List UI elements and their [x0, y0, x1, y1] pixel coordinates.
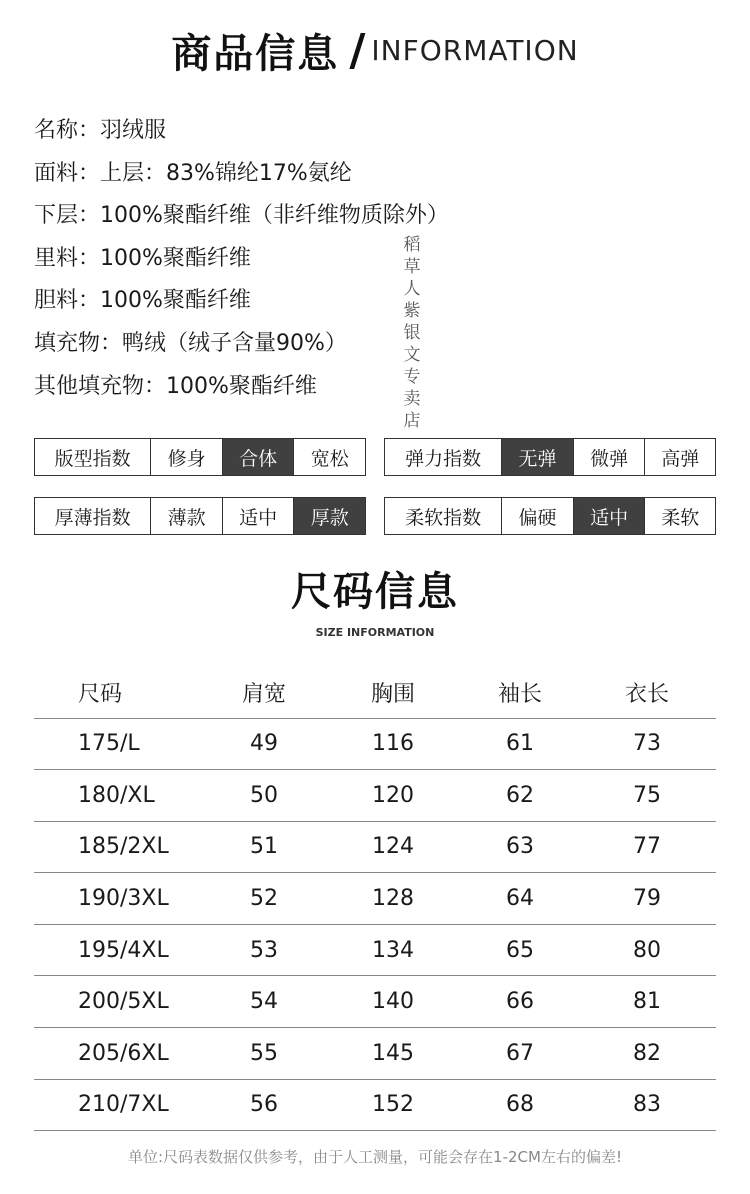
cell-size: 180/XL: [34, 770, 204, 822]
thickness-option-thick: 厚款: [293, 498, 365, 534]
elasticity-option-high: 高弹: [644, 439, 715, 475]
table-row: [34, 1028, 716, 1080]
softness-option-firm: 偏硬: [501, 498, 573, 534]
cell-length: 79: [578, 873, 716, 925]
measurement-footnote: 单位:尺码表数据仅供参考，由于人工测量，可能会存在1-2CM左右的偏差!: [128, 1148, 622, 1166]
size-info-title: 尺码信息: [291, 569, 459, 615]
cell-length: 82: [578, 1028, 716, 1080]
cell-size: 175/L: [34, 718, 204, 770]
cell-length: 77: [578, 821, 716, 873]
cell-sleeve: 61: [462, 718, 578, 770]
info-filling: 填充物：鸭绒（绒子含量90%）: [34, 330, 347, 356]
column-header-chest: 胸围: [324, 667, 462, 718]
thickness-index-scale: [34, 497, 366, 535]
cell-chest: 116: [324, 718, 462, 770]
elasticity-index-scale: [384, 438, 716, 476]
cell-shoulder: 53: [204, 924, 324, 976]
cell-chest: 145: [324, 1028, 462, 1080]
softness-index-label: 柔软指数: [405, 506, 482, 529]
cell-shoulder: 55: [204, 1028, 324, 1080]
info-name: 名称：羽绒服: [34, 118, 167, 143]
column-header-shoulder: 肩宽: [204, 667, 324, 718]
size-info-title-en: SIZE INFORMATION: [315, 626, 435, 639]
cell-size: 190/3XL: [34, 873, 204, 925]
info-fabric-lower: 下层：100%聚酯纤维（非纤维物质除外）: [34, 203, 449, 229]
column-header-sleeve: 袖长: [462, 667, 578, 718]
table-row: [34, 1079, 716, 1131]
elasticity-option-slight: 微弹: [573, 439, 645, 475]
cell-length: 81: [578, 976, 716, 1028]
cell-chest: 134: [324, 924, 462, 976]
size-info-header: [0, 566, 750, 639]
product-info-title-en: INFORMATION: [371, 34, 579, 67]
product-info-header: [0, 22, 750, 79]
fit-option-slim: 修身: [150, 439, 222, 475]
thickness-option-thin: 薄款: [150, 498, 222, 534]
product-info-list: [34, 112, 449, 410]
thickness-option-medium: 适中: [222, 498, 294, 534]
elasticity-option-none: 无弹: [501, 439, 573, 475]
size-table: [34, 667, 716, 1131]
info-lining: 里料：100%聚酯纤维: [34, 245, 251, 271]
column-header-length: 衣长: [578, 667, 716, 718]
fit-index-scale: [34, 438, 366, 476]
info-fabric-upper: 面料：上层：83%锦纶17%氨纶: [34, 160, 352, 186]
cell-length: 75: [578, 770, 716, 822]
cell-shoulder: 49: [204, 718, 324, 770]
cell-shoulder: 56: [204, 1079, 324, 1131]
cell-length: 80: [578, 924, 716, 976]
cell-shoulder: 50: [204, 770, 324, 822]
cell-length: 83: [578, 1079, 716, 1131]
fit-index-label: 版型指数: [54, 447, 131, 470]
title-slash: /: [349, 25, 366, 76]
info-other-filling: 其他填充物：100%聚酯纤维: [34, 373, 317, 399]
fit-option-regular: 合体: [222, 439, 294, 475]
table-row: [34, 976, 716, 1028]
cell-sleeve: 65: [462, 924, 578, 976]
cell-shoulder: 51: [204, 821, 324, 873]
cell-shoulder: 52: [204, 873, 324, 925]
elasticity-index-label: 弹力指数: [405, 447, 482, 470]
cell-chest: 140: [324, 976, 462, 1028]
cell-sleeve: 62: [462, 770, 578, 822]
cell-length: 73: [578, 718, 716, 770]
cell-chest: 124: [324, 821, 462, 873]
table-row: [34, 718, 716, 770]
size-table-header-row: [34, 667, 716, 718]
cell-size: 185/2XL: [34, 821, 204, 873]
cell-shoulder: 54: [204, 976, 324, 1028]
thickness-index-label: 厚薄指数: [54, 506, 131, 529]
cell-chest: 120: [324, 770, 462, 822]
cell-sleeve: 68: [462, 1079, 578, 1131]
cell-sleeve: 64: [462, 873, 578, 925]
cell-sleeve: 66: [462, 976, 578, 1028]
cell-sleeve: 63: [462, 821, 578, 873]
column-header-size: 尺码: [34, 667, 204, 718]
info-inner-liner: 胆料：100%聚酯纤维: [34, 288, 251, 314]
table-row: [34, 924, 716, 976]
table-row: [34, 770, 716, 822]
table-row: [34, 873, 716, 925]
softness-index-scale: [384, 497, 716, 535]
cell-size: 210/7XL: [34, 1079, 204, 1131]
softness-option-soft: 柔软: [644, 498, 715, 534]
product-info-title: 商品信息: [171, 31, 340, 77]
fit-option-loose: 宽松: [293, 439, 365, 475]
cell-size: 195/4XL: [34, 924, 204, 976]
cell-size: 205/6XL: [34, 1028, 204, 1080]
cell-chest: 128: [324, 873, 462, 925]
cell-size: 200/5XL: [34, 976, 204, 1028]
shop-watermark-stamp: 稻 草 人 紫 银 文 专 卖 店: [403, 235, 421, 431]
cell-sleeve: 67: [462, 1028, 578, 1080]
softness-option-medium: 适中: [573, 498, 645, 534]
cell-chest: 152: [324, 1079, 462, 1131]
table-row: [34, 821, 716, 873]
